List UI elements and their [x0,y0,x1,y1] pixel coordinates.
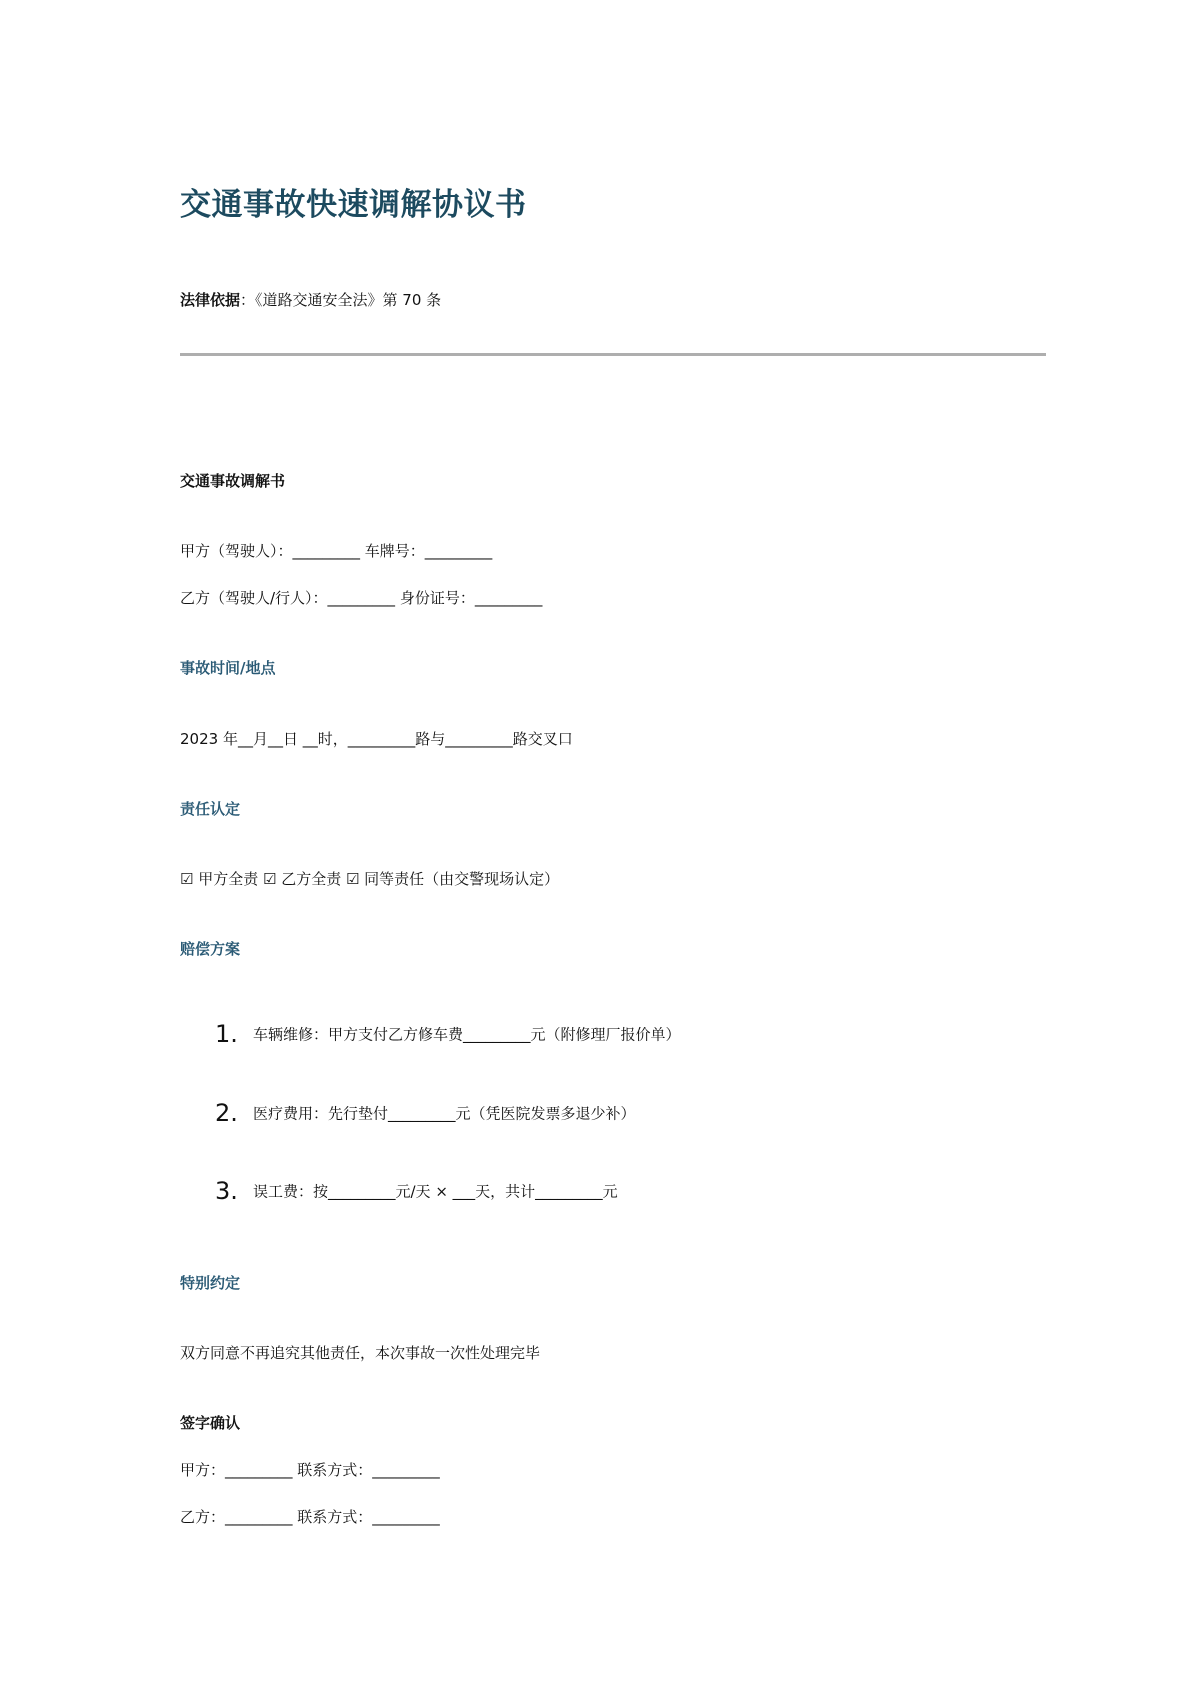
section-heading-signature: 签字确认 [180,1414,241,1432]
list-item-text: 车辆维修：甲方支付乙方修车费_________元（附修理厂报价单） [253,1025,681,1044]
list-number: 2. [215,1099,238,1127]
legal-basis-line [180,289,441,311]
compensation-item [215,1177,618,1205]
document-title: 交通事故快速调解协议书 [180,187,527,223]
section-heading-mediation: 交通事故调解书 [180,472,286,490]
party-b-line: 乙方（驾驶人/行人）：_________ 身份证号：_________ [180,589,543,607]
signature-party-a-line: 甲方：_________ 联系方式：_________ [180,1461,440,1479]
time-place-line: 2023 年__月__日 __时，_________路与_________路交叉口 [180,730,573,748]
list-item-text: 医疗费用：先行垫付_________元（凭医院发票多退少补） [253,1104,636,1123]
compensation-item [215,1020,681,1048]
legal-basis-separator: ： [240,291,256,309]
section-heading-compensation: 赔偿方案 [180,940,241,958]
liability-options-line: ☑ 甲方全责 ☑ 乙方全责 ☑ 同等责任（由交警现场认定） [180,870,560,888]
section-heading-special-terms: 特别约定 [180,1274,241,1292]
list-number: 3. [215,1177,238,1205]
list-number: 1. [215,1020,238,1048]
compensation-item [215,1099,636,1127]
list-item-text: 误工费：按_________元/天 × ___天，共计_________元 [253,1182,618,1201]
legal-basis-text: 《道路交通安全法》第 70 条 [255,291,442,309]
special-terms-line: 双方同意不再追究其他责任，本次事故一次性处理完毕 [180,1344,541,1362]
party-a-line: 甲方（驾驶人）：_________ 车牌号：_________ [180,542,493,560]
signature-party-b-line: 乙方：_________ 联系方式：_________ [180,1508,440,1526]
legal-basis-label: 法律依据 [180,291,241,309]
section-heading-liability: 责任认定 [180,800,241,818]
section-heading-time-place: 事故时间/地点 [180,659,276,677]
header-divider [180,353,1046,356]
